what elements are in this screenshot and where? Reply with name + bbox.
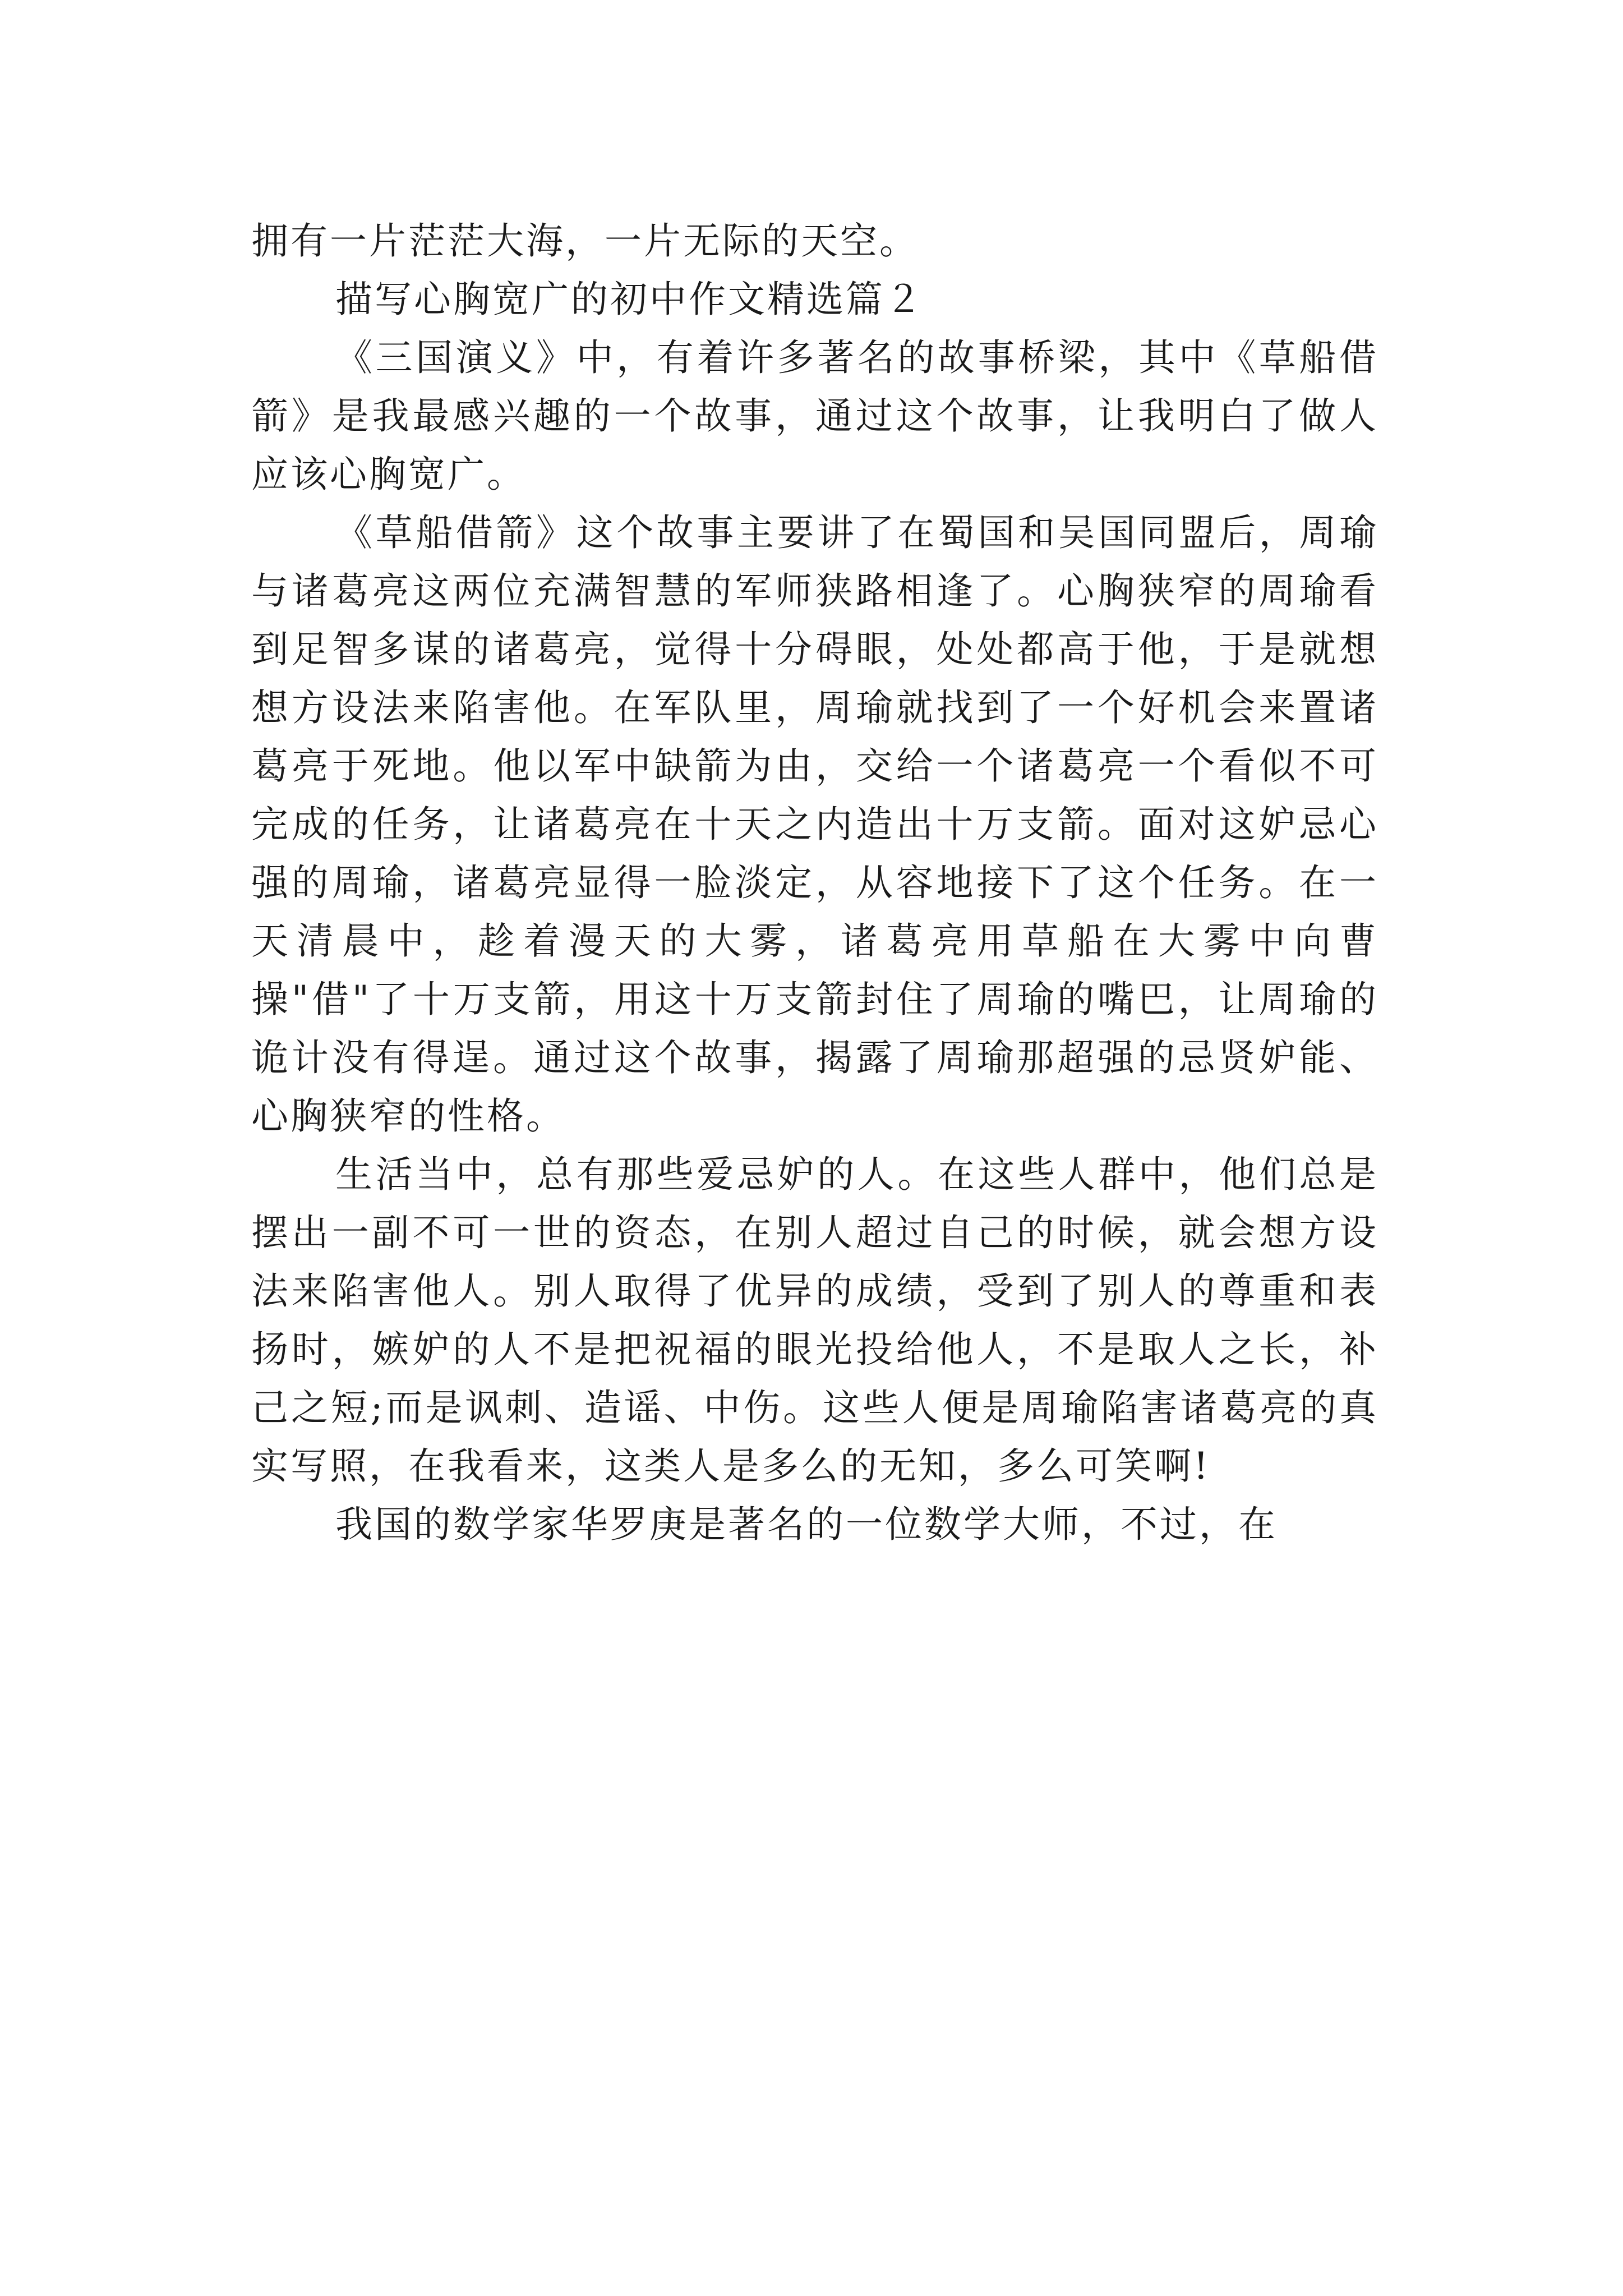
document-body [251,212,1378,1554]
paragraph: 生活当中，总有那些爱忌妒的人。在这些人群中，他们总是摆出一副不可一世的资态，在别人超过自己的时候，就会想方设法来陷害他人。别人取得了优异的成绩，受到了别人的尊重和表扬时，嫉妒的人不是把祝福的眼光投给他人，不是取人之长，补己之短;而是讽刺、造谣、中伤。这些人便是周瑜陷害诸葛亮的真实写照，在我看来，这类人是多么的无知，多么可笑啊! [251,1153,1378,1488]
paragraph: 《草船借箭》这个故事主要讲了在蜀国和吴国同盟后，周瑜与诸葛亮这两位充满智慧的军师狭路相逢了。心胸狭窄的周瑜看到足智多谋的诸葛亮，觉得十分碍眼，处处都高于他，于是就想想方设法来陷害他。在军队里，周瑜就找到了一个好机会来置诸葛亮于死地。他以军中缺箭为由，交给一个诸葛亮一个看似不可完成的任务，让诸葛亮在十天之内造出十万支箭。面对这妒忌心强的周瑜，诸葛亮显得一脸淡定，从容地接下了这个任务。在一天清晨中，趁着漫天的大雾，诸葛亮用草船在大雾中向曹操"借"了十万支箭，用这十万支箭封住了周瑜的嘴巴，让周瑜的诡计没有得逞。通过这个故事，揭露了周瑜那超强的忌贤妒能、心胸狭窄的性格。 [251,511,1378,1138]
paragraph-continuation: 拥有一片茫茫大海，一片无际的天空。 [251,219,919,263]
section-heading: 描写心胸宽广的初中作文精选篇２ [335,278,924,321]
paragraph: 《三国演义》中，有着许多著名的故事桥梁，其中《草船借箭》是我最感兴趣的一个故事，通过这个故事，让我明白了做人应该心胸宽广。 [251,336,1378,496]
paragraph: 我国的数学家华罗庚是著名的一位数学大师，不过，在 [335,1503,1278,1546]
